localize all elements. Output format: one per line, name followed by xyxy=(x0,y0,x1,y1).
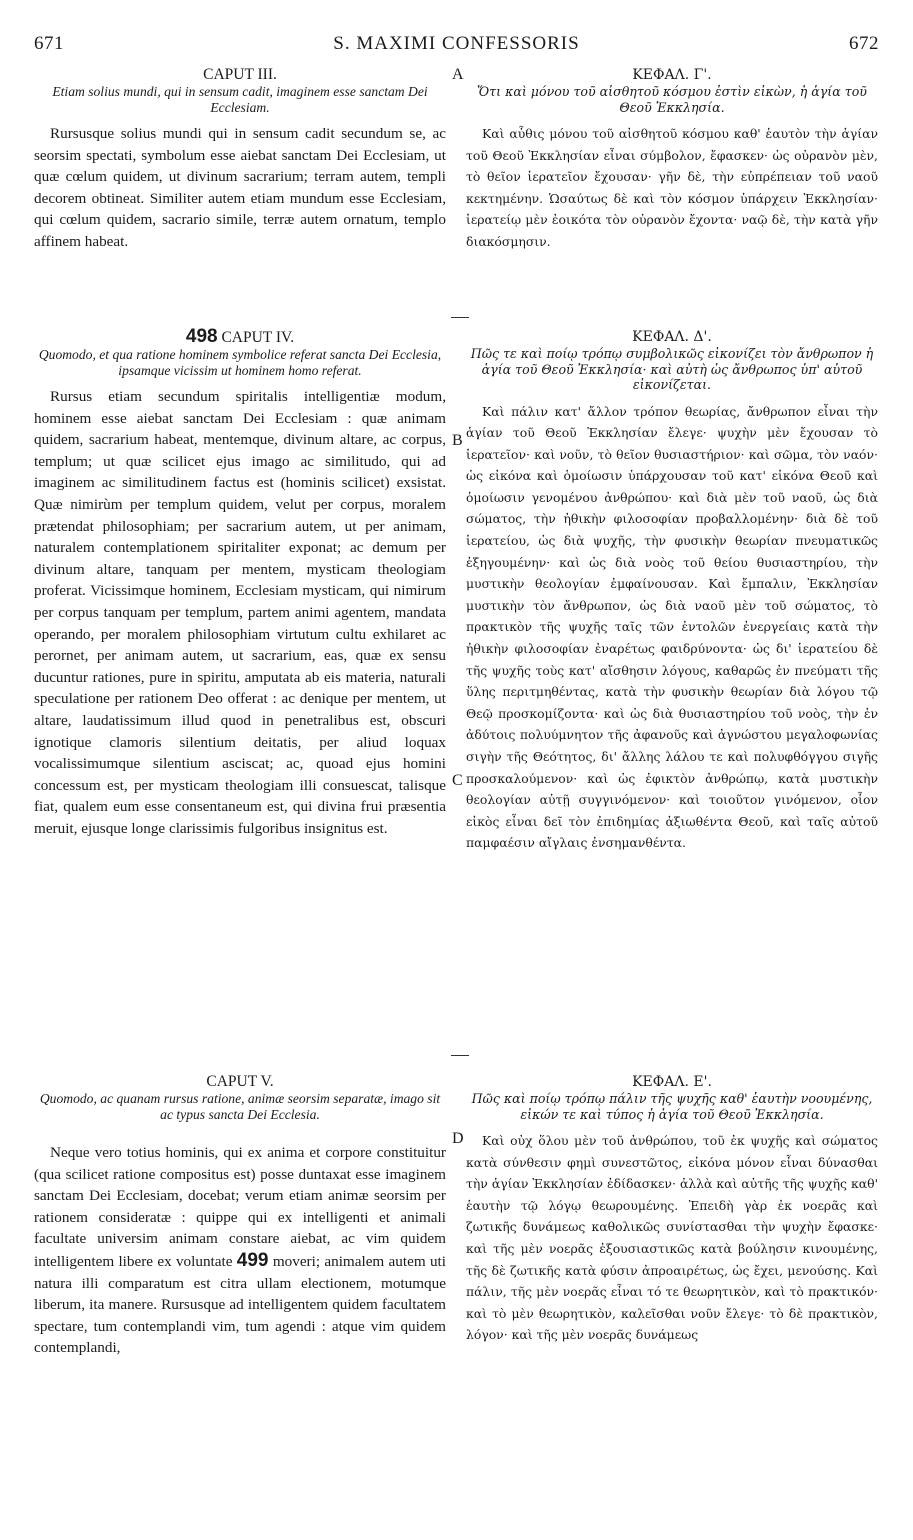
margin-letter-c: C xyxy=(452,772,463,789)
greek-kephalaion-5 xyxy=(466,1073,878,1346)
section-subtitle: Πῶς καὶ ποίῳ τρόπῳ πάλιν τῆς ψυχῆς καθ' ἑαυτὴν νοουμένης, εἰκών τε καὶ τύπος ἡ ἁγία τοῦ Θεοῦ Ἐκκλησία. xyxy=(471,1091,873,1122)
section-divider xyxy=(451,317,469,318)
paragraph: Neque vero totius hominis, qui ex anima et corpore constituitur (qua scilicet ratione compositus est) posse duntaxat esse imaginem sanctam Dei Ecclesiam, docebat; verum etiam animæ seorsim per rationem consideratæ : quippe qui ex intelligenti et animali facultate universim animam constare aiebat, ac vim quidem intelligentem libere ex voluntate xyxy=(34,1144,446,1270)
section-subtitle: Etiam solius mundi, qui in sensum cadit, imaginem esse sanctam Dei Ecclesiam. xyxy=(52,84,428,115)
margin-letter-b: B xyxy=(452,432,463,449)
page-number-right: 672 xyxy=(849,33,879,54)
margin-letter-a: A xyxy=(452,66,464,83)
paragraph: Καὶ πάλιν κατ' ἄλλον τρόπον θεωρίας, ἄνθρωπον εἶναι τὴν ἁγίαν τοῦ Θεοῦ Ἐκκλησίαν ἔλεγε· ψυχὴν μὲν ἔχουσαν τὸ ἱερατεῖον· καὶ νοῦν, τὸ θεῖον θυσιαστήριον· καὶ σῶμα, τὸν ναόν· ὡς εἰκόνα καὶ ὁμοίωσιν ὑπάρχουσαν τοῦ κατ' εἰκόνα Θεοῦ καὶ ὁμοίωσιν γενομένου ἀνθρώπου· καὶ διὰ μὲν τοῦ ναοῦ, ὡς διὰ σώματος, τὴν ἠθικὴν φιλοσοφίαν προβαλλομένην· διὰ δὲ τοῦ ἱερατείου, ὡς διὰ ψυχῆς, τὴν φυσικὴν θεωρίαν πνευματικῶς ἐξηγουμένην· καὶ ὡς διὰ νοὸς τοῦ θείου θυσιαστηρίου, τὴν μυστικὴν θεολογίαν ἐμφαίνουσαν. Καὶ ἔμπαλιν, Ἐκκλησίαν μυστικὴν τὸν ἄνθρωπον, ὡς διὰ ναοῦ μὲν τοῦ σώματος, τὸ πρακτικὸν τῆς ψυχῆς ταῖς τῶν ἐντολῶν ἐνεργείαις κατὰ τὴν ἠθικὴν φιλοσοφίαν ἐναρέτως φαιδρύνοντα· ὡς δι' ἱερατείου δὲ τῆς ψυχῆς τοὺς κατ' αἴσθησιν λόγους, καθαρῶς ἐν πνεύματι τῆς ὕλης περιτμηθέντας, κατὰ τὴν φυσικὴν θεωρίαν διὰ λόγου τῷ Θεῷ προσκομίζοντα· καὶ ὡς διὰ θυσιαστηρίου τοῦ νοὸς, τὴν ἐν ἀδύτοις πολυύμνητον τῆς ἀφανοῦς καὶ ἀγνώστου μεγαλοφωνίας σιγὴν τῆς Θεότητος, δι' ἄλλης λάλου τε καὶ πολυφθόγγου σιγῆς προσκαλούμενον· καὶ ὡς ἐφικτὸν ἀνθρώπῳ, κατὰ μυστικὴν θεολογίαν αὐτῇ συγγινόμενον· καὶ τοιοῦτον γινόμενον, οἷον εἰκὸς εἶναι δεῖ τὸν ἐπιδημίας ἀξιωθέντα Θεοῦ, καὶ ταῖς αὐτοῦ παμφαέσιν αἴγλαις ἐνσημανθέντα. xyxy=(466,403,878,851)
section-title: ΚΕΦΑΛ. Ε'. xyxy=(632,1074,712,1090)
margin-letter-d: D xyxy=(452,1130,464,1147)
paragraph: Rursusque solius mundi qui in sensum cadit secundum se, ac seorsim spectati, symbolum esse aiebat sanctam Dei Ecclesiam, ut quæ cœlum quidem, ut divinum sacrarium; terram autem, templi decorem obtineat. Similiter autem etiam mundum esse Ecclesiam, qui cœlum quidem, sacrario simile, terræ autem ornatum, templo affinem habeat. xyxy=(34,125,446,250)
greek-kephalaion-3 xyxy=(466,66,878,253)
section-subtitle: Ὅτι καὶ μόνου τοῦ αἰσθητοῦ κόσμου ἐστὶν εἰκὼν, ἡ ἁγία τοῦ Θεοῦ Ἐκκλησία. xyxy=(477,84,867,115)
section-title: CAPUT V. xyxy=(206,1073,274,1090)
section-title: ΚΕΦΑΛ. Δ'. xyxy=(632,329,712,345)
section-subtitle: Quomodo, et qua ratione hominem symbolice referat sancta Dei Ecclesia, ipsamque vicissim ut hominem homo referat. xyxy=(38,347,442,378)
section-title: ΚΕΦΑΛ. Γ'. xyxy=(632,67,712,83)
greek-kephalaion-4 xyxy=(466,328,878,854)
latin-caput-4 xyxy=(34,328,446,839)
paragraph: moveri; animalem autem uti natura illi comparatum est citra ullam electionem, motumque liberum, ita manere. Rursusque ad intelligentem quidem facultatem spectare, tum contemplandi vim, tum agendi : atque vim quidem contemplandi, xyxy=(34,1252,447,1357)
section-title: CAPUT IV. xyxy=(221,329,295,346)
column-number: 498 xyxy=(185,326,218,347)
section-divider xyxy=(451,1055,469,1056)
section-subtitle: Quomodo, ac quanam rursus ratione, animæ seorsim separatæ, imago sit ac typus sancta Dei Ecclesia. xyxy=(39,1091,441,1122)
section-subtitle: Πῶς τε καὶ ποίῳ τρόπῳ συμβολικῶς εἰκονίζει τὸν ἄνθρωπον ἡ ἁγία τοῦ Θεοῦ Ἐκκλησία· καὶ αὐτὴ ὡς ἄνθρωπος ὑπ' αὐτοῦ εἰκονίζεται. xyxy=(470,346,874,392)
running-title: S. MAXIMI CONFESSORIS xyxy=(333,33,580,54)
section-title: CAPUT III. xyxy=(203,66,277,83)
paragraph: Καὶ οὐχ ὅλου μὲν τοῦ ἀνθρώπου, τοῦ ἐκ ψυχῆς καὶ σώματος κατὰ σύνθεσιν φημὶ συνεστῶτος, εἰκόνα μόνον εἶναι δύνασθαι τὴν ἁγίαν Ἐκκλησίαν ἐδίδασκεν· ἀλλὰ καὶ αὐτῆς τῆς ψυχῆς καθ' ἑαυτὴν τῷ λόγῳ θεωρουμένης. Ἐπειδὴ γὰρ ἐκ νοερᾶς καὶ ζωτικῆς δυνάμεως καθολικῶς συνίστασθαι τὴν ψυχὴν ἔφασκε· καὶ τῆς μὲν νοερᾶς ἐξουσιαστικῶς κατὰ βούλησιν κινουμένης, τῆς δὲ ζωτικῆς κατὰ φύσιν ἀπροαιρέτως, ὡς ἔχει, μενούσης. Καὶ πάλιν, τῆς μὲν νοερᾶς εἶναι τό τε θεωρητικὸν, καὶ τὸ πρακτικόν· καὶ τὸ μὲν θεωρητικὸν, καλεῖσθαι νοῦν ἔλεγε· τὸ δὲ πρακτικὸν, λόγον· καὶ τῆς μὲν νοερᾶς δυνάμεως xyxy=(466,1133,878,1343)
latin-caput-3 xyxy=(34,66,446,253)
paragraph: Rursus etiam secundum spiritalis intelligentiæ modum, hominem esse aiebat sanctam Dei Ecclesiam : quæ animam quidem, sacrarium habeat, mentemque, divinum altare, ac corpus, templum; ut quæ scilicet ejus imago ac similitudo, qui ad imaginem ac similitudinem factus est (hominis scilicet) exsistat. Quæ nimirùm per templum quidem, velut per corpus, moralem prætendat philosophiam; per sacrarium autem, ut per animam, naturalem contemplationem spiritaliter exponat; ac demum per divinum altare, tanquam per mentem, mysticam theologiam proferat. Vicissimque hominem, Ecclesiam mysticam, qui nimirum per corpus tanquam per templum, partem animi agentem, mandata operando, per moralem philosophiam virtutum cultu exhilaret ac perornet, per animam autem, ut sacrarium, eas, quæ ex sensu ducuntur rationes, pure in spiritu, amputata ab eis materia, naturali speculatione per rationem Deo offerat : ac denique per mentem, ut altare, laudatissimum illud quod in penetralibus est, obscuri ignotique clamoris silentium deitatis, per aliud loquax vocalissimumque silentium asciscat; ac, quoad ejus homini concessum est, per mysticam theologiam illi consuescat, talisque fiat, qualem eum esse consentaneum est, qui divina frui præsentia meruit, ejusque longe clarissimis fulgoribus insignitus est. xyxy=(34,388,446,837)
paragraph: Καὶ αὖθις μόνου τοῦ αἰσθητοῦ κόσμου καθ' ἑαυτὸν τὴν ἁγίαν τοῦ Θεοῦ Ἐκκλησίαν εἶναι σύμβολον, ἔφασκεν· ὡς οὐρανὸν μὲν, τὸ θεῖον ἱερατεῖον ἔχουσαν· γῆν δὲ, τὴν εὐπρέπειαν τοῦ ναοῦ κεκτημένην. Ὡσαύτως δὲ καὶ τὸν κόσμον ὑπάρχειν Ἐκκλησίαν· ἱερατείῳ μὲν ἐοικότα τὸν οὐρανὸν ἔχοντα· ναῷ δὲ, τὴν κατὰ γῆν διακόσμησιν. xyxy=(466,126,878,249)
page-number-left: 671 xyxy=(34,33,64,54)
column-number: 499 xyxy=(236,1249,269,1271)
latin-caput-5 xyxy=(34,1073,446,1359)
